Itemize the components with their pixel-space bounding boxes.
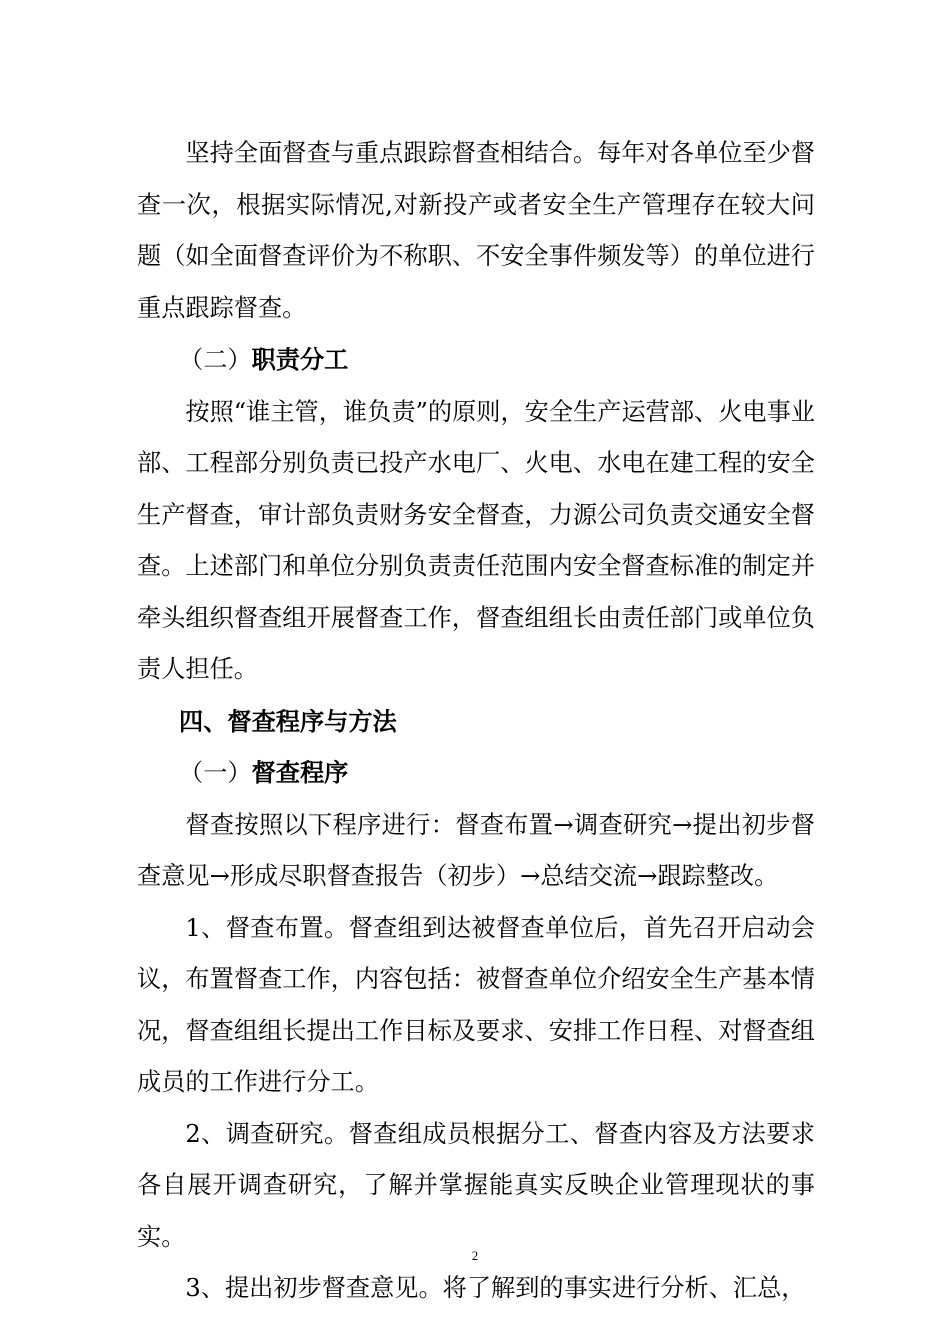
heading-number: （二） bbox=[179, 346, 252, 374]
paragraph-step-investigation: 2、调查研究。督查组成员根据分工、督查内容及方法要求各自展开调查研究，了解并掌握能真实反映企业管理现状的事实。 bbox=[137, 1119, 815, 1251]
paragraph-procedure-overview: 督查按照以下程序进行：督查布置→调查研究→提出初步督查意见→形成尽职督查报告（初步）→总结交流→跟踪整改。 bbox=[137, 810, 815, 890]
heading-text: 督查程序 bbox=[251, 758, 349, 787]
heading-section-four: 四、督查程序与方法 bbox=[179, 706, 397, 736]
heading-number: （一） bbox=[179, 759, 252, 787]
paragraph-step-preliminary-opinion: 3、提出初步督查意见。将了解到的事实进行分析、汇总， bbox=[185, 1274, 806, 1302]
paragraph-duties-division: 按照“谁主管，谁负责”的原则，安全生产运营部、火电事业部、工程部分别负责已投产水电厂、火电、水电在建工程的安全生产督查，审计部负责财务安全督查，力源公司负责交通安全督查。上述部门和单位分别负责责任范围内安全督查标准的制定并牵头组织督查组开展督查工作，督查组组长由责任部门或单位负责人担任。 bbox=[137, 397, 815, 683]
page-number: 2 bbox=[471, 1248, 479, 1263]
heading-duties-division bbox=[137, 334, 815, 387]
paragraph-combined-supervision: 坚持全面督查与重点跟踪督查相结合。每年对各单位至少督查一次，根据实际情况,对新投产或者安全生产管理存在较大问题（如全面督查评价为不称职、不安全事件频发等）的单位进行重点跟踪督查。 bbox=[137, 139, 815, 322]
heading-text: 职责分工 bbox=[251, 345, 349, 374]
paragraph-step-arrangement: 1、督查布置。督查组到达被督查单位后，首先召开启动会议，布置督查工作，内容包括：被督查单位介绍安全生产基本情况，督查组组长提出工作目标及要求、安排工作日程、对督查组成员的工作进行分工。 bbox=[137, 913, 815, 1096]
heading-supervision-procedure bbox=[137, 747, 815, 800]
document-body bbox=[137, 128, 815, 1315]
